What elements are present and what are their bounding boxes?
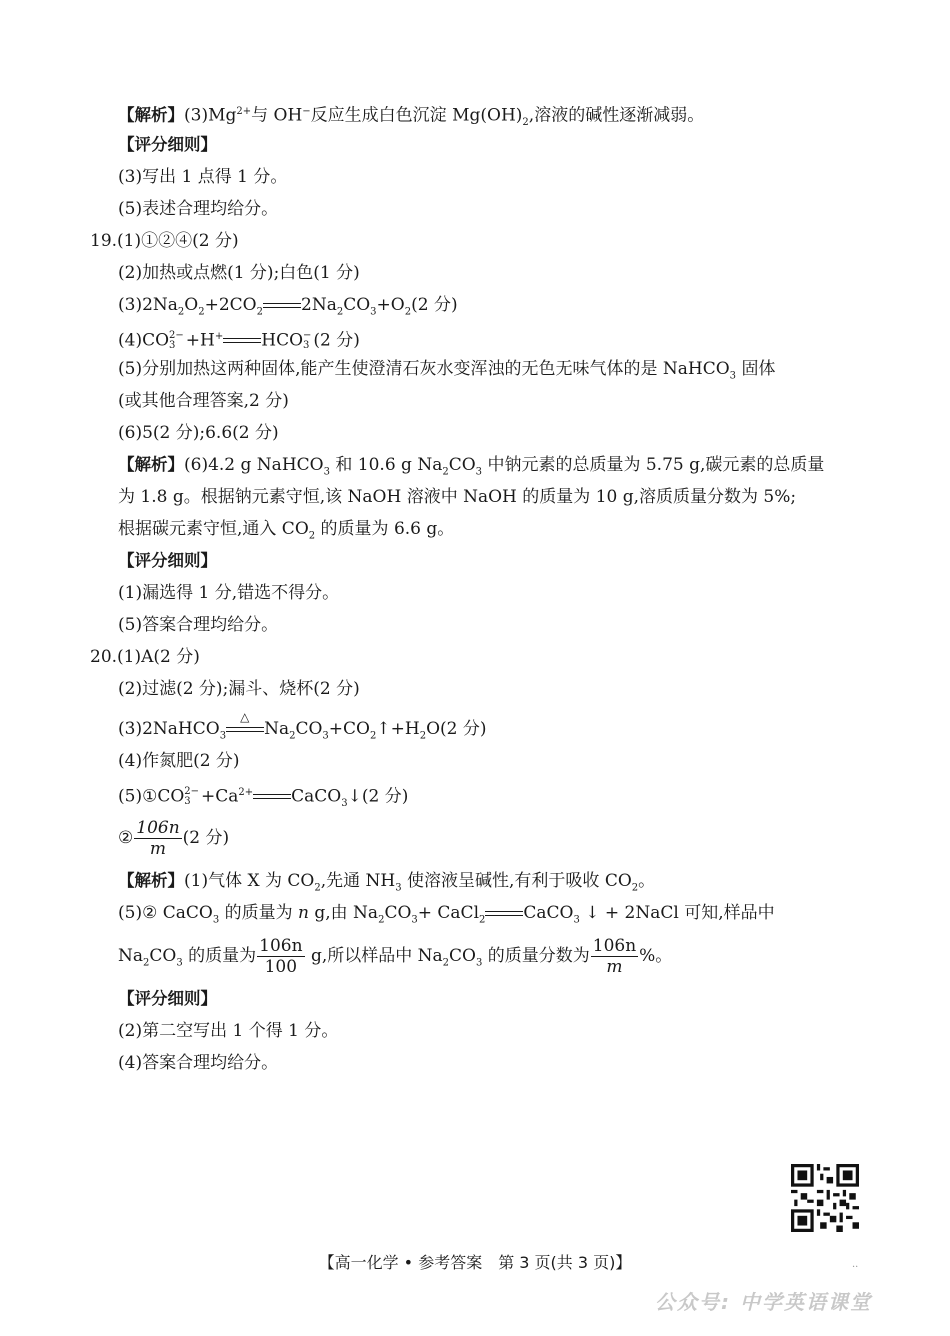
sub: 3: [475, 957, 483, 969]
decorative-dots: ··: [852, 1262, 859, 1273]
equals-arrow: [223, 336, 261, 346]
sub: 2: [314, 882, 321, 894]
sub: 2: [369, 730, 377, 742]
script: [184, 787, 199, 807]
text: CaCO: [291, 786, 342, 807]
q20-5: [118, 782, 408, 815]
text: g,由 Na: [314, 903, 379, 923]
text: 与 OH: [251, 105, 303, 126]
sub: 3: [341, 798, 348, 810]
fraction: [257, 936, 304, 977]
text: 的质量为: [188, 946, 257, 966]
text: 。: [638, 871, 656, 891]
sub: 2: [308, 530, 316, 542]
text: ↑+H: [376, 719, 420, 739]
q20-2: (2)过滤(2 分);漏斗、烧杯(2 分): [118, 679, 360, 699]
text: (3)2NaHCO: [118, 719, 220, 739]
sub: 3: [212, 914, 220, 926]
page-footer: 【高一化学 • 参考答案 第 3 页(共 3 页)】: [318, 1253, 632, 1272]
text: CO: [295, 719, 323, 739]
sub: 2: [404, 306, 412, 318]
text: +H: [185, 330, 215, 351]
watermark: 公众号: 中学英语课堂: [655, 1290, 872, 1314]
text: ↓ + 2NaCl 可知,样品中: [585, 903, 775, 923]
text: (5)分别加热这两种固体,能产生使澄清石灰水变浑浊的无色无味气体的是 NaHCO: [118, 359, 730, 379]
text: %。: [639, 946, 673, 966]
analysis-20-line1: [118, 870, 655, 899]
scoring-title: 【评分细则】: [118, 551, 217, 570]
sub: 2: [442, 957, 450, 969]
sup: 2+: [238, 787, 254, 798]
text: (4)CO: [118, 330, 170, 351]
text: g,所以样品中 Na: [310, 946, 443, 966]
text: ↓(2 分): [347, 786, 409, 807]
sup: 2−: [184, 786, 200, 798]
sub: 3: [370, 306, 377, 318]
text: CO: [149, 946, 177, 966]
text: CO: [384, 903, 412, 923]
q20-6: [118, 816, 229, 860]
numerator-text: 106n: [259, 936, 303, 956]
text: 的质量分数为: [487, 946, 590, 966]
qr-code-icon: [791, 1164, 859, 1232]
numerator: 106n: [136, 818, 180, 838]
analysis-19-line1: [118, 454, 824, 483]
sub: 3: [176, 957, 183, 969]
equals-arrow: [253, 792, 291, 802]
text: (5)①CO: [118, 786, 185, 807]
analysis-20-line3: [118, 934, 672, 985]
q19-2: (2)加热或点燃(1 分);白色(1 分): [118, 263, 360, 283]
sub: 2: [378, 914, 385, 926]
sub: 3: [184, 796, 191, 808]
delta-icon: △: [240, 709, 250, 724]
text: (6)4.2 g NaHCO: [184, 455, 324, 475]
scoring-line: (5)表述合理均给分。: [118, 199, 279, 219]
scoring-line: (4)答案合理均给分。: [118, 1053, 279, 1073]
equals-arrow: [485, 909, 523, 919]
sub: 2: [336, 306, 344, 318]
sub: 3: [323, 466, 330, 478]
denominator: m: [149, 839, 167, 859]
analysis-tag: 【解析】: [118, 105, 184, 125]
text: +2CO: [204, 295, 257, 315]
text: ,先通 NH: [320, 871, 396, 891]
analysis-19-line2: 为 1.8 g。根据钠元素守恒,该 NaOH 溶液中 NaOH 的质量为 10 g,溶质质量分数为 5%;: [118, 487, 797, 507]
text: (2 分): [411, 295, 458, 315]
sub: 3: [411, 914, 418, 926]
sup: 2+: [236, 106, 252, 117]
analysis-line-18: [118, 101, 704, 134]
text: 根据碳元素守恒,通入 CO: [118, 519, 309, 539]
script: [303, 331, 311, 351]
sub: 2: [256, 306, 263, 318]
sub: 2: [631, 882, 639, 894]
scoring-line: (2)第二空写出 1 个得 1 分。: [118, 1021, 339, 1041]
text: 和 10.6 g Na: [335, 455, 443, 475]
q19-4: [118, 326, 360, 352]
q19-6: (6)5(2 分);6.6(2 分): [118, 423, 279, 443]
q19-1: 19.(1)①②④(2 分): [90, 231, 239, 251]
numerator: [257, 936, 304, 957]
text: ②: [118, 828, 134, 848]
sub: 2: [198, 306, 205, 318]
scoring-line: (1)漏选得 1 分,错选不得分。: [118, 583, 340, 603]
sub: 3: [169, 340, 176, 352]
text: ,溶液的碱性逐渐减弱。: [528, 105, 705, 126]
analysis-tag: 【解析】: [118, 455, 184, 474]
text: 使溶液呈碱性,有利于吸收 CO: [407, 871, 632, 891]
q20-1: 20.(1)A(2 分): [90, 647, 200, 667]
sup: +: [214, 331, 224, 342]
sub: 3: [322, 730, 329, 742]
analysis-tag: 【解析】: [118, 871, 184, 890]
analysis-19-line3: [118, 518, 454, 547]
sub: 3: [395, 882, 402, 894]
heat-arrow: [226, 709, 264, 735]
sub: 2: [143, 957, 150, 969]
text: (5)② CaCO: [118, 903, 213, 923]
text: + CaCl: [417, 903, 480, 923]
q19-5-cont: (或其他合理答案,2 分): [118, 391, 289, 411]
q20-3: [118, 709, 487, 747]
numerator: 106n: [592, 936, 637, 956]
text: CO: [343, 295, 371, 315]
sub: 2: [479, 914, 486, 926]
text: (3)Mg: [184, 105, 237, 126]
scoring-title: 【评分细则】: [118, 135, 217, 154]
fraction: [134, 818, 181, 859]
text: +CO: [328, 719, 370, 739]
scoring-line: (3)写出 1 点得 1 分。: [118, 167, 288, 187]
var-n: n: [298, 903, 309, 923]
scoring-title: 【评分细则】: [118, 989, 217, 1008]
text: 的质量为 6.6 g。: [320, 519, 455, 539]
equals-arrow: [263, 301, 301, 311]
text: O(2 分): [426, 719, 487, 739]
sub: 3: [219, 730, 227, 742]
sup: −: [302, 106, 311, 117]
sub: 3: [303, 340, 310, 352]
sup: −: [303, 330, 312, 342]
text: 的质量为: [224, 903, 293, 923]
text: Na: [118, 946, 144, 966]
text: Na: [264, 719, 290, 739]
text: O: [184, 295, 199, 315]
text: +O: [376, 295, 405, 315]
text: +Ca: [201, 786, 239, 807]
fraction: [591, 936, 638, 977]
text: 中钠元素的总质量为 5.75 g,碳元素的总质量: [487, 455, 825, 475]
sub: 3: [573, 914, 580, 926]
denominator: m: [606, 957, 623, 977]
text: CaCO: [523, 903, 574, 923]
text: (2 分): [313, 330, 360, 351]
denominator: 100: [264, 957, 298, 977]
sub: 3: [475, 466, 483, 478]
scoring-line: (5)答案合理均给分。: [118, 615, 279, 635]
sub: 2: [522, 117, 529, 129]
sup: 2−: [169, 330, 184, 342]
sub: 3: [729, 370, 737, 382]
q19-5: [118, 358, 775, 387]
text: 固体: [741, 359, 776, 379]
text: (2 分): [182, 828, 230, 848]
text: 2Na: [301, 295, 337, 315]
sub: 2: [419, 730, 427, 742]
sub: 2: [177, 306, 185, 318]
q19-3: [118, 294, 458, 323]
text: 反应生成白色沉淀 Mg(OH): [310, 105, 523, 126]
text: CO: [448, 455, 476, 475]
sub: 2: [442, 466, 449, 478]
text: (1)气体 X 为 CO: [184, 871, 315, 891]
script: [169, 331, 184, 351]
sub: 2: [289, 730, 296, 742]
q20-4: (4)作氮肥(2 分): [118, 751, 240, 771]
text: CO: [449, 946, 476, 966]
analysis-20-line2: [118, 902, 775, 931]
text: HCO: [261, 330, 304, 351]
text: (3)2Na: [118, 295, 178, 315]
